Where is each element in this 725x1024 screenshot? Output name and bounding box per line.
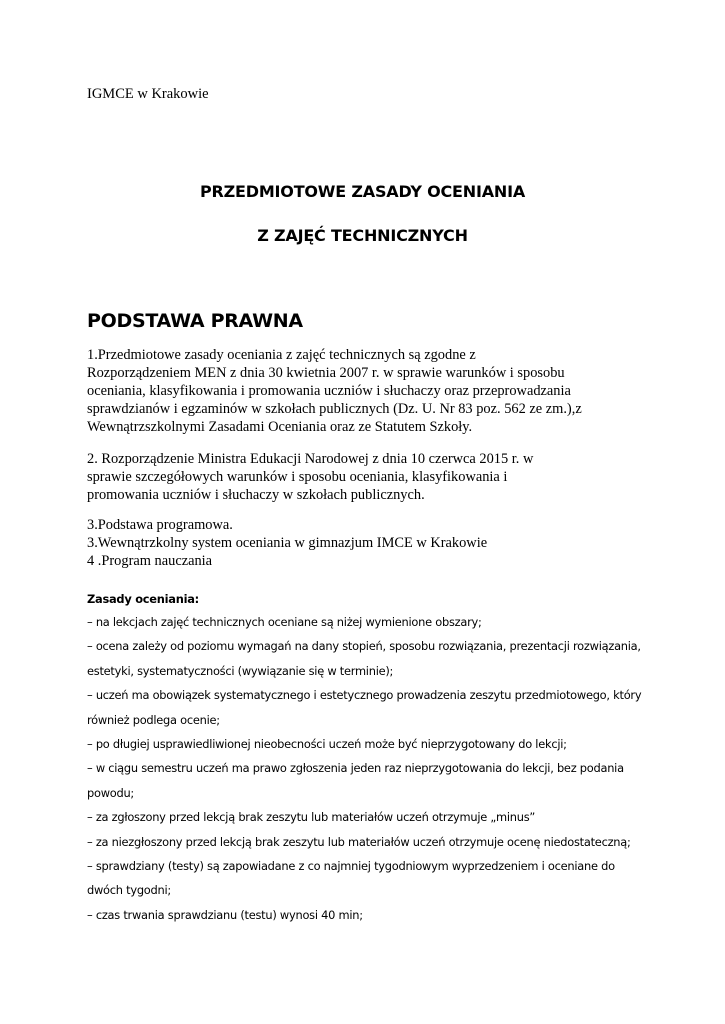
organization-header: IGMCE w Krakowie: [87, 86, 209, 102]
legal-basis-paragraph-1: [87, 346, 647, 436]
paragraph-line: 1.Przedmiotowe zasady oceniania z zajęć technicznych są zgodne z: [87, 347, 476, 363]
paragraph-line: sprawie szczegółowych warunków i sposobu oceniania, klasyfikowania i: [87, 469, 508, 485]
legal-basis-list: [87, 516, 647, 570]
list-item: 3.Wewnątrzkolny system oceniania w gimnazjum IMCE w Krakowie: [87, 535, 488, 551]
paragraph-line: Rozporządzeniem MEN z dnia 30 kwietnia 2007 r. w sprawie warunków i sposobu: [87, 365, 565, 381]
grading-rules-heading: Zasady oceniania:: [87, 592, 199, 606]
rule-line: – uczeń ma obowiązek systematycznego i estetycznego prowadzenia zeszytu przedmiotowego, który: [87, 688, 642, 703]
document-title-line-2: Z ZAJĘĆ TECHNICZNYCH: [257, 226, 468, 245]
document-title-line-1: PRZEDMIOTOWE ZASADY OCENIANIA: [199, 182, 526, 201]
rule-line: estetyki, systematyczności (wywiązanie się w terminie);: [87, 663, 394, 678]
list-item: 4 .Program nauczania: [87, 553, 213, 569]
paragraph-line: promowania uczniów i słuchaczy w szkołach publicznych.: [87, 487, 425, 503]
grading-rules: [87, 592, 642, 932]
rule-line: – za niezgłoszony przed lekcją brak zeszytu lub materiałów uczeń otrzymuje ocenę niedostateczną;: [87, 834, 631, 849]
legal-basis-paragraph-2: [87, 450, 647, 504]
paragraph-line: Wewnątrzszkolnymi Zasadami Oceniania oraz ze Statutem Szkoły.: [87, 419, 473, 435]
paragraph-line: sprawdzianów i egzaminów w szkołach publicznych (Dz. U. Nr 83 poz. 562 ze zm.),z: [87, 401, 582, 417]
rule-line: – na lekcjach zajęć technicznych oceniane są niżej wymienione obszary;: [87, 615, 482, 629]
paragraph-line: oceniania, klasyfikowania i promowania uczniów i słuchaczy oraz przeprowadzania: [87, 383, 571, 399]
rule-line: dwóch tygodni;: [87, 883, 171, 898]
legal-basis-heading: PODSTAWA PRAWNA: [87, 310, 303, 332]
list-item: 3.Podstawa programowa.: [87, 517, 233, 533]
rule-line: – ocena zależy od poziomu wymagań na dany stopień, sposobu rozwiązania, prezentacji rozwiązania,: [87, 639, 641, 654]
rule-line: – po długiej usprawiedliwionej nieobecności uczeń może być nieprzygotowany do lekcji;: [87, 736, 567, 751]
rule-line: – za zgłoszony przed lekcją brak zeszytu lub materiałów uczeń otrzymuje „minus”: [87, 810, 536, 825]
rule-line: również podlega ocenie;: [87, 712, 220, 727]
rule-line: – sprawdziany (testy) są zapowiadane z co najmniej tygodniowym wyprzedzeniem i oceniane do: [87, 858, 615, 873]
rule-line: – czas trwania sprawdzianu (testu) wynosi 40 min;: [87, 907, 363, 922]
rule-line: powodu;: [87, 785, 135, 800]
paragraph-line: 2. Rozporządzenie Ministra Edukacji Narodowej z dnia 10 czerwca 2015 r. w: [87, 451, 534, 467]
rule-line: – w ciągu semestru uczeń ma prawo zgłoszenia jeden raz nieprzygotowania do lekcji, bez podania: [87, 761, 624, 776]
